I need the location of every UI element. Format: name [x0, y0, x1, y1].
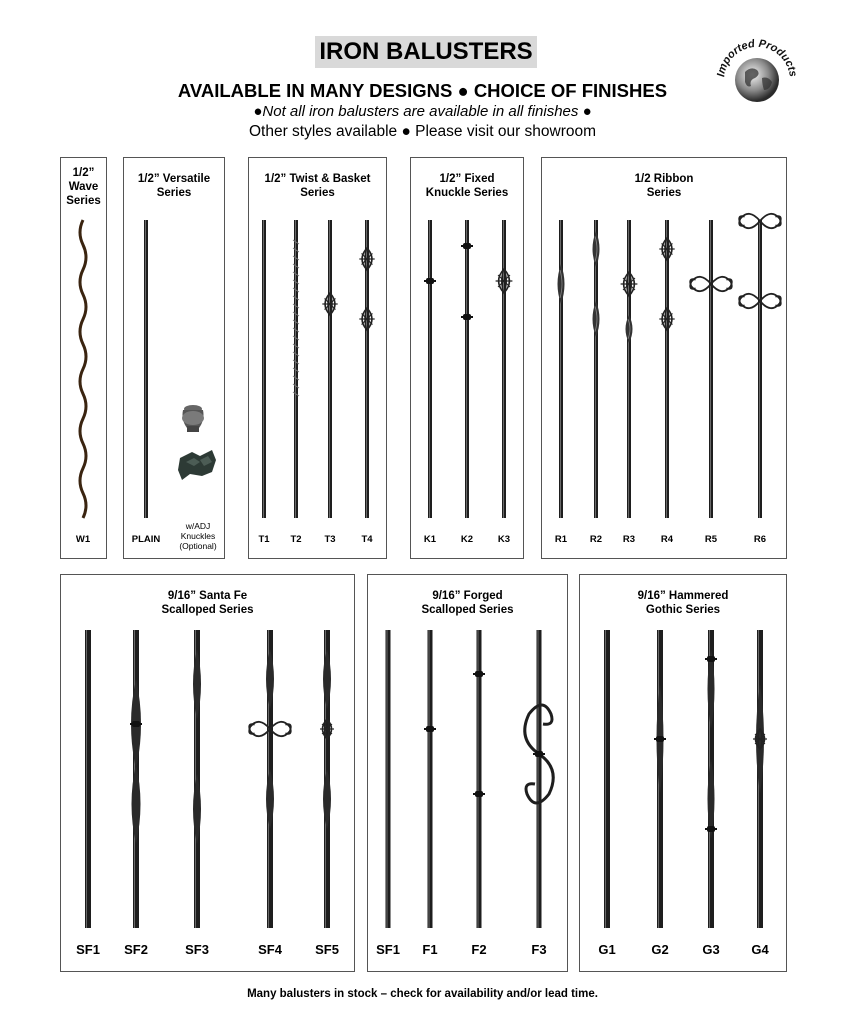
style-code-label: SF5 — [315, 942, 339, 957]
style-code-label: G4 — [751, 942, 769, 957]
style-code-label: F2 — [471, 942, 487, 957]
panel-title: 9/16” Forged Scalloped Series — [421, 590, 514, 616]
baluster-G4 — [730, 630, 790, 928]
style-code-label: W1 — [75, 534, 91, 545]
baluster-SF3 — [167, 630, 227, 928]
adjustable-knuckle-image — [178, 402, 218, 502]
style-code-label: F1 — [422, 942, 438, 957]
style-code-label: SF2 — [124, 942, 148, 957]
style-code-label: SF1 — [376, 942, 400, 957]
style-code-label: R5 — [704, 534, 718, 545]
subtitle: AVAILABLE IN MANY DESIGNS ● CHOICE OF FINISHES — [177, 80, 668, 101]
logo-text: Imported Products — [715, 37, 799, 78]
style-code-label: R6 — [753, 534, 767, 545]
panel-title: 9/16” Hammered Gothic Series — [637, 590, 729, 616]
panel-title: 1/2” Wave Series — [66, 167, 101, 207]
style-code-label: K3 — [497, 534, 511, 545]
globe-icon — [735, 58, 779, 102]
panel-title: 1/2” Fixed Knuckle Series — [425, 173, 509, 199]
style-code-label: R4 — [660, 534, 674, 545]
finish-note: ●Not all iron balusters are available in all finishes ● — [253, 103, 592, 120]
showroom-note: Other styles available ● Please visit our showroom — [248, 123, 597, 140]
panel-title: 9/16” Santa Fe Scalloped Series — [161, 590, 254, 616]
page-title: IRON BALUSTERS — [315, 36, 537, 68]
style-code-label: G3 — [702, 942, 720, 957]
style-code-label: G1 — [598, 942, 616, 957]
panel-title: 1/2” Versatile Series — [137, 173, 211, 199]
imported-products-logo — [712, 28, 802, 118]
style-code-label: T1 — [258, 534, 270, 545]
knuckle-note: w/ADJ Knuckles (Optional) — [179, 521, 217, 551]
style-code-label: R2 — [589, 534, 603, 545]
baluster-F2 — [449, 630, 509, 928]
panel-title: 1/2 Ribbon Series — [634, 173, 694, 199]
panel-title: 1/2” Twist & Basket Series — [264, 173, 371, 199]
style-code-label: R3 — [622, 534, 636, 545]
baluster-T4 — [337, 220, 397, 518]
baluster-R6 — [730, 220, 790, 518]
style-code-label: R1 — [554, 534, 568, 545]
style-code-label: T4 — [361, 534, 373, 545]
style-code-label: F3 — [531, 942, 547, 957]
baluster-SF5 — [297, 630, 357, 928]
stock-footer: Many balusters in stock – check for availability and/or lead time. — [247, 988, 598, 1000]
baluster-SF4 — [240, 630, 300, 928]
baluster-K3 — [474, 220, 534, 518]
baluster-W1 — [53, 220, 113, 518]
style-code-label: T3 — [324, 534, 336, 545]
style-code-label: SF1 — [76, 942, 100, 957]
style-code-label: G2 — [651, 942, 669, 957]
baluster-SF2 — [106, 630, 166, 928]
style-code-label: K1 — [423, 534, 437, 545]
style-code-label: PLAIN — [131, 534, 161, 545]
style-code-label: K2 — [460, 534, 474, 545]
style-code-label: SF4 — [258, 942, 282, 957]
style-code-label: T2 — [290, 534, 302, 545]
baluster-PLAIN — [116, 220, 176, 518]
baluster-G1 — [577, 630, 637, 928]
style-code-label: SF3 — [185, 942, 209, 957]
baluster-F3 — [509, 630, 569, 928]
